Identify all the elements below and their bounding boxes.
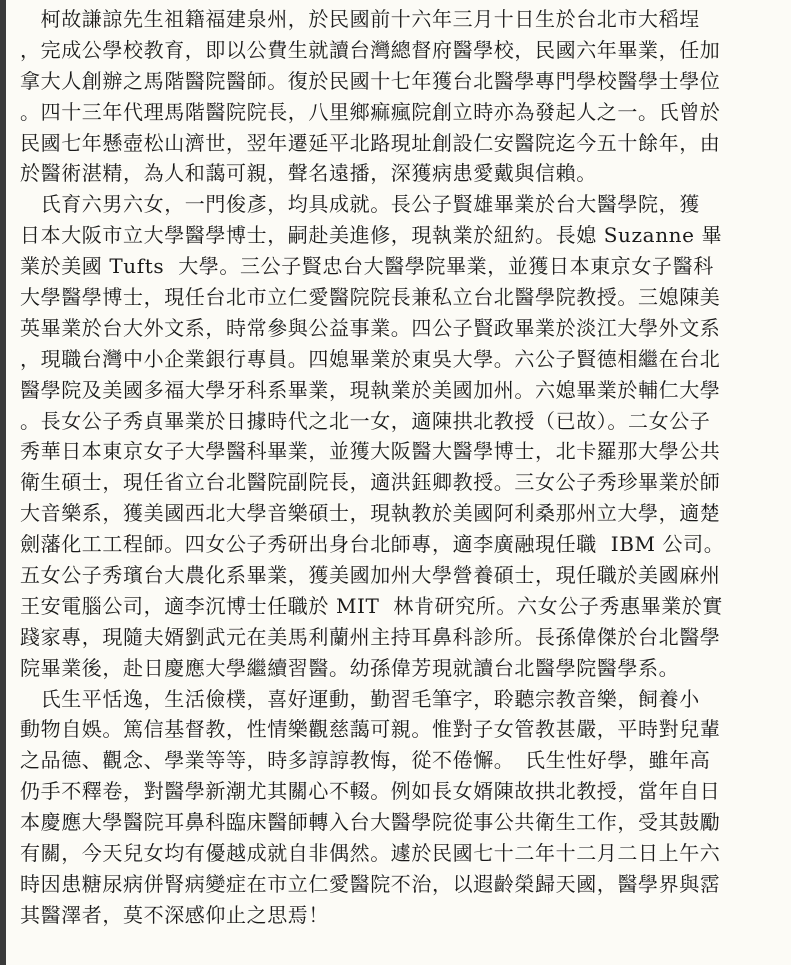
text-line: 日本大阪市立大學醫學博士，嗣赴美進修，現執業於紐約。長媳 Suzanne 畢 <box>20 223 723 248</box>
paragraph-biography <box>20 4 779 189</box>
text-line: 大學醫學博士，現任台北市立仁愛醫院院長兼私立台北醫學院教授。三媳陳美 <box>20 285 721 310</box>
text-line: 拿大人創辦之馬階醫院醫師。復於民國十七年獲台北醫學專門學校醫學士學位 <box>20 68 721 93</box>
text-line: 英畢業於台大外文系，時常參與公益事業。四公子賢政畢業於淡江大學外文系 <box>20 315 721 340</box>
text-line: 王安電腦公司，適李沉博士任職於 MIT 林肯研究所。六女公子秀惠畢業於實 <box>20 593 723 618</box>
text-line: ，完成公學校教育，即以公費生就讀台灣總督府醫學校，民國六年畢業，任加 <box>20 37 721 62</box>
text-line: 動物自娛。篤信基督教，性情樂觀慈藹可親。惟對子女管教甚嚴，平時對兒輩 <box>20 717 721 742</box>
text-line: 柯故謙諒先生祖籍福建泉州，於民國前十六年三月十日生於台北市大稻埕 <box>20 7 700 31</box>
text-line: 仍手不釋卷，對醫學新潮尤其關心不輟。例如長女婿陳故拱北教授，當年自日 <box>20 779 721 804</box>
text-line: 踐家專，現隨夫婿劉武元在美馬利蘭州主持耳鼻科診所。長孫偉傑於台北醫學 <box>20 624 721 649</box>
paragraph-children <box>20 189 779 683</box>
text-line: 民國七年懸壺松山濟世，翌年遷延平北路現址創設仁安醫院迄今五十餘年，由 <box>20 130 721 155</box>
text-line: 。四十三年代理馬階醫院院長，八里鄉痲瘋院創立時亦為發起人之一。氏曾於 <box>20 99 721 124</box>
text-line: 業於美國 Tufts 大學。三公子賢忠台大醫學院畢業，並獲日本東京女子醫科 <box>20 254 714 279</box>
text-line: 劍藩化工工程師。四女公子秀研出身台北師專，適李廣融現任職 IBM 公司。 <box>20 532 725 557</box>
text-line: 氏生平恬逸，生活儉樸，喜好運動，勤習毛筆字，聆聽宗教音樂，飼養小 <box>20 686 700 711</box>
text-line: 衛生碩士，現任省立台北醫院副院長，適洪鈺卿教授。三女公子秀珍畢業於師 <box>20 470 721 495</box>
text-line: 之品德、觀念、學業等等，時多諄諄教悔，從不倦懈。 氏生性好學，雖年高 <box>20 748 711 773</box>
text-line: 大音樂系，獲美國西北大學音樂碩士，現執教於美國阿利桑那州立大學，適楚 <box>20 501 721 526</box>
text-line: 氏育六男六女，一門俊彥，均具成就。長公子賢雄畢業於台大醫學院，獲 <box>20 192 700 217</box>
paragraph-character <box>20 684 779 931</box>
text-line: 有關，今天兒女均有優越成就自非偶然。遽於民國七十二年十二月二日上午六 <box>20 841 721 866</box>
text-line: 醫學院及美國多福大學牙科系畢業，現執業於美國加州。六媳畢業於輔仁大學 <box>20 377 721 402</box>
text-line: 秀華日本東京女子大學醫科畢業，並獲大阪醫大醫學博士，北卡羅那大學公共 <box>20 439 721 464</box>
text-line: 本慶應大學醫院耳鼻科臨床醫師轉入台大醫學院從事公共衛生工作，受其鼓勵 <box>20 810 721 835</box>
text-line: 五女公子秀璸台大農化系畢業，獲美國加州大學營養碩士，現任職於美國麻州 <box>20 563 721 588</box>
text-line: 時因患糖尿病併腎病變症在市立仁愛醫院不治，以遐齡榮歸天國，醫學界與霑 <box>20 871 721 896</box>
text-line: 。長女公子秀貞畢業於日據時代之北一女，適陳拱北教授（已故）。二女公子 <box>20 408 711 433</box>
text-line: 其醫澤者，莫不深感仰止之思焉！ <box>20 902 329 927</box>
text-line: 於醫術湛精，為人和藹可親，聲名遠播，深獲病患愛戴與信賴。 <box>20 161 597 186</box>
text-line: ，現職台灣中小企業銀行專員。四媳畢業於東吳大學。六公子賢德相繼在台北 <box>20 346 721 371</box>
text-line: 院畢業後，赴日慶應大學繼續習醫。幼孫偉芳現就讀台北醫學院醫學系。 <box>20 655 680 680</box>
